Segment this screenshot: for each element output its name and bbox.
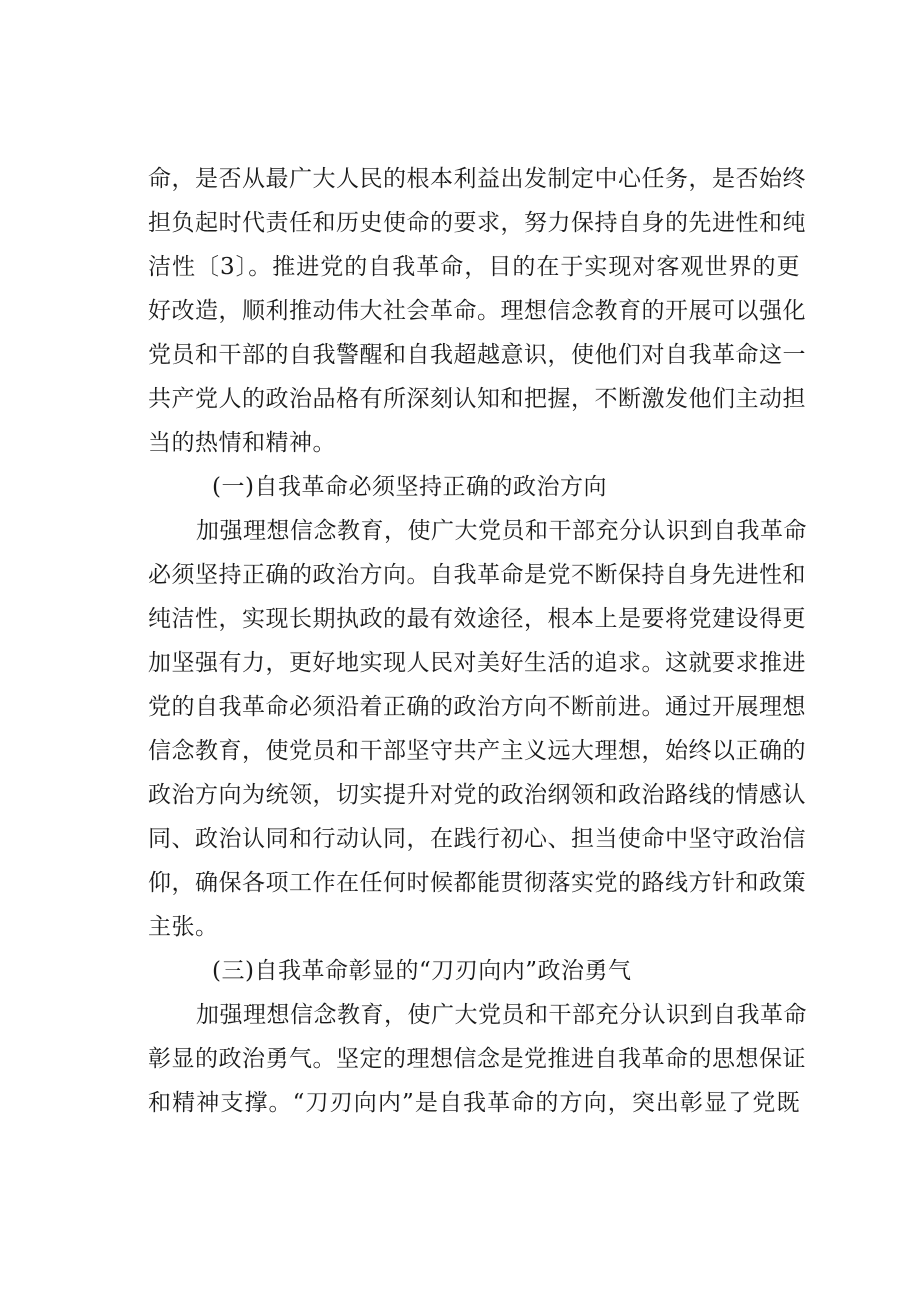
intro-line-4: 好改造，顺利推动伟大社会革命。理想信念教育的开展可以强化 [148, 298, 806, 324]
intro-line-1: 命，是否从最广大人民的根本利益出发制定中心任务，是否始终 [148, 166, 806, 192]
section-3-line-1: 加强理想信念教育，使广大党员和干部充分认识到自我革命 [196, 1002, 807, 1028]
intro-line-3: 洁性〔3〕。推进党的自我革命，目的在于实现对客观世界的更 [148, 254, 800, 280]
section-1-line-5: 党的自我革命必须沿着正确的政治方向不断前进。通过开展理想 [148, 694, 806, 720]
section-1-line-7: 政治方向为统领，切实提升对党的政治纲领和政治路线的情感认 [148, 782, 806, 808]
intro-line-2: 担负起时代责任和历史使命的要求，努力保持自身的先进性和纯 [148, 210, 806, 236]
section-3-line-3: 和精神支撑。“刀刃向内”是自我革命的方向，突出彰显了党既 [148, 1090, 800, 1116]
section-3-heading: (三)自我革命彰显的“刀刃向内”政治勇气 [212, 958, 632, 984]
section-1-line-1: 加强理想信念教育，使广大党员和干部充分认识到自我革命 [196, 518, 807, 544]
section-1-heading: (一)自我革命必须坚持正确的政治方向 [212, 474, 607, 500]
section-1-line-8: 同、政治认同和行动认同，在践行初心、担当使命中坚守政治信 [148, 826, 806, 852]
section-1-line-3: 纯洁性，实现长期执政的最有效途径，根本上是要将党建设得更 [148, 606, 806, 632]
section-1-line-2: 必须坚持正确的政治方向。自我革命是党不断保持自身先进性和 [148, 562, 806, 588]
intro-line-5: 党员和干部的自我警醒和自我超越意识，使他们对自我革命这一 [148, 342, 806, 368]
section-1-line-10: 主张。 [148, 914, 219, 940]
section-1-line-9: 仰，确保各项工作在任何时候都能贯彻落实党的路线方针和政策 [148, 870, 806, 896]
section-1-line-4: 加坚强有力，更好地实现人民对美好生活的追求。这就要求推进 [148, 650, 806, 676]
intro-line-7: 当的热情和精神。 [148, 430, 336, 456]
intro-line-6: 共产党人的政治品格有所深刻认知和把握，不断激发他们主动担 [148, 386, 806, 412]
section-1-line-6: 信念教育，使党员和干部坚守共产主义远大理想，始终以正确的 [148, 738, 806, 764]
section-3-line-2: 彰显的政治勇气。坚定的理想信念是党推进自我革命的思想保证 [148, 1046, 806, 1072]
